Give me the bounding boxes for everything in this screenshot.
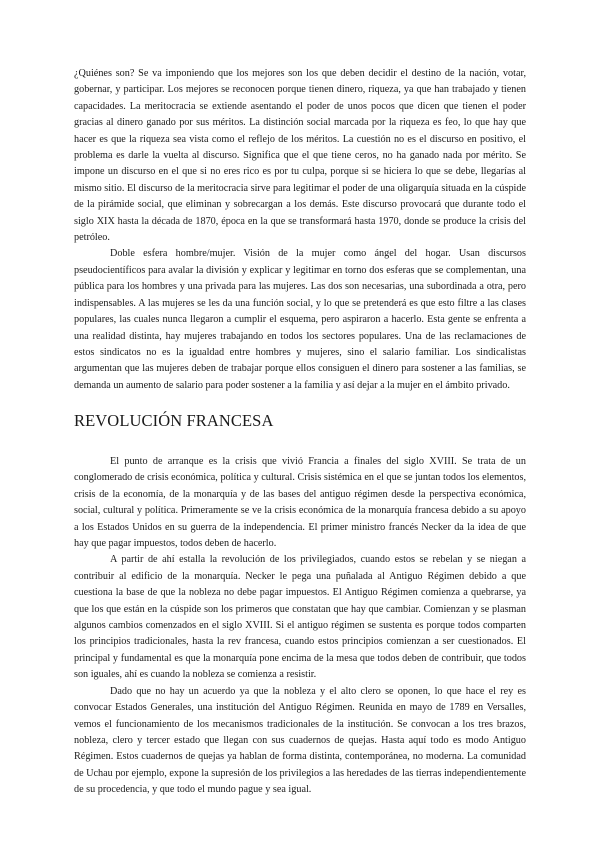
section-heading: REVOLUCIÓN FRANCESA [74, 411, 274, 430]
section-revolucion-francesa [74, 454, 526, 799]
document-body [74, 66, 526, 394]
paragraph-revolucion-privilegiados: A partir de ahí estalla la revolución de los privilegiados, cuando estos se rebelan y se niegan a contribuir al edificio de la monarquía. Necker le pega una puñalada al Antiguo Régimen debido a que cuestiona la base de que la nobleza no debe pagar impuestos. El Antiguo Régimen comienza a quebrarse, ya que los que están en la cúspide son los primeros que constatan que hay que cambiar. Comienzan y se plasman algunos cambios comenzados en el siglo XVIII. Si el antiguo régimen se sustenta es porque todos comparten los principios tradicionales, hasta la rev francesa, cuando estos principios comienzan a ser cuestionados. El principal y fundamental es que la monarquía pone encima de la mesa que todos deben de contribuir, que todos son iguales, ahí es cuando la nobleza se comienza a resistir. [74, 554, 526, 681]
paragraph-estados-generales: Dado que no hay un acuerdo ya que la nobleza y el alto clero se oponen, lo que hace el rey es convocar Estados Generales, una institución del Antiguo Régimen. Reunida en mayo de 1789 en Versalles, vemos el funcionamiento de los mecanismos tradicionales de la institución. Se convocan a los tres brazos, nobleza, clero y tercer estado que llegan con sus cuadernos de quejas. Hasta aquí todo es modo Antiguo Régimen. Estos cuadernos de quejas ya hablan de forma distinta, contemporánea, no moderna. La comunidad de Uchau por ejemplo, expone la supresión de los privilegios a las heredades de las tierras independientemente de su procedencia, y que todo el mundo pague y sea igual. [74, 685, 526, 796]
paragraph-doble-esfera: Doble esfera hombre/mujer. Visión de la mujer como ángel del hogar. Usan discursos pseudocientíficos para avalar la división y explicar y legitimar en torno dos esferas que se complementan, una pública para los hombres y una privada para las mujeres. Las dos son necesarias, una subordinada a otra, pero indispensables. A las mujeres se les da una función social, y lo que se pretenderá es que esto filtre a las clases populares, las cuales nunca llegaron a cumplir el esquema, pero aspiraron a hacerlo. Esta gente se enfrenta a una realidad distinta, hay mujeres trabajando en todos los sectores populares. Una de las reclamaciones de estos sindicatos no es la igualdad entre hombres y mujeres, sino el salario familiar. Los sindicalistas argumentan que las mujeres deben de trabajar porque ellos consiguen el dinero para sostener a las familias, se demanda un aumento de salario para poder sostener a la familia y así dejar a la mujer en el ámbito privado. [74, 248, 526, 391]
paragraph-meritocracia: ¿Quiénes son? Se va imponiendo que los mejores son los que deben decidir el destino de la nación, votar, gobernar, y participar. Los mejores se reconocen porque tienen dinero, riqueza, ya que han trabajado y tienen capacidades. La meritocracia se extiende asentando el poder de unos pocos que dicen que tienen el poder gracias al dinero ganado por sus méritos. La distinción social marcada por la riqueza es feo, lo que hay que hacer es que la riqueza sea vista como el reflejo de los méritos. La cuestión no es el discurso en positivo, el problema es darle la vuelta al discurso. Significa que el que tiene ceros, no ha ganado nada por mérito. Se impone un discurso en el que si no eres rico es por tu culpa, porque si se hiciera lo que se debe, llegarías al mismo sitio. El discurso de la meritocracia sirve para legitimar el poder de una oligarquía situada en la cúspide de la pirámide social, que eliminan y sobrecargan a los demás. Este discurso provocará que durante todo el siglo XIX hasta la década de 1870, época en la que se transformará hasta 1970, donde se produce la crisis del petróleo. [74, 68, 526, 244]
paragraph-punto-arranque: El punto de arranque es la crisis que vivió Francia a finales del siglo XVIII. Se trata de un conglomerado de crisis económica, política y cultural. Crisis sistémica en el que se juntan todos los elementos, crisis de la economía, de la monarquía y de las bases del antiguo régimen desde la perspectiva económica, social, cultural y política. Primeramente se ve la crisis económica de la monarquía francesa debido a su apoyo a los Estados Unidos en su guerra de la independencia. El primer ministro francés Necker da la idea de que hay que pagar impuestos, todos deben de hacerlo. [74, 456, 526, 550]
